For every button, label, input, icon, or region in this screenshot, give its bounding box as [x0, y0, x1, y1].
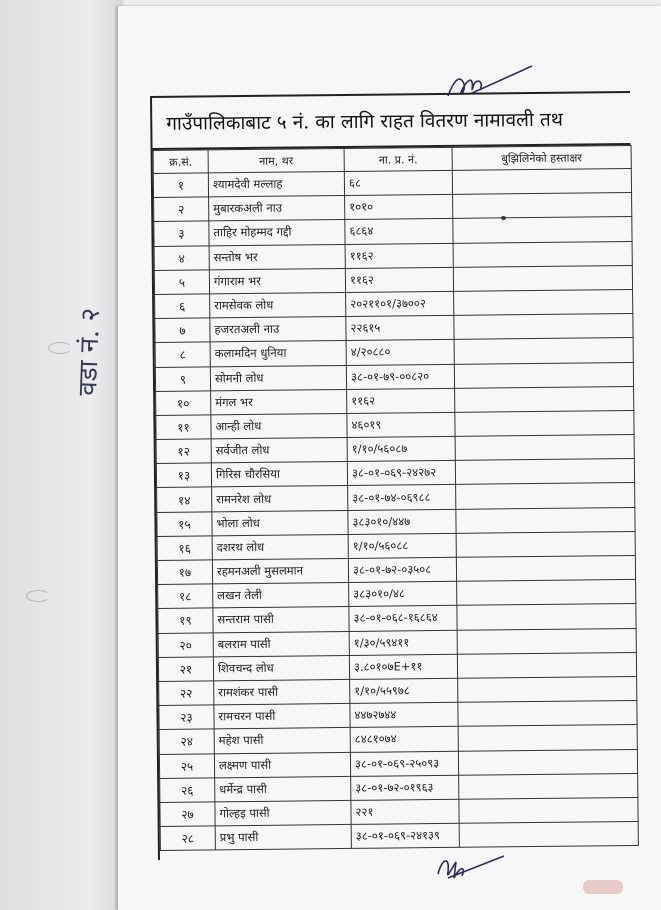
cell-sign: [459, 797, 638, 823]
cell-sign: [452, 168, 631, 194]
cell-sign: [453, 265, 632, 291]
cell-sn: ६: [155, 294, 210, 319]
name-list-table: [153, 145, 639, 851]
cell-sn: १८: [158, 584, 213, 609]
cell-sn: १५: [157, 512, 212, 537]
cell-name: शिवचन्द लोध: [213, 655, 349, 681]
cell-name: रामशंकर पासी: [214, 679, 350, 705]
cell-sign: [457, 652, 636, 678]
cell-name: सर्वजीत लोध: [211, 438, 347, 464]
header-name: नाम, थर: [208, 148, 344, 172]
cell-name: बलराम पासी: [213, 631, 349, 657]
cell-id: ८४८१०७४: [350, 727, 458, 752]
cell-sign: [458, 701, 637, 727]
cell-sign: [454, 338, 633, 364]
cell-sn: २८: [160, 826, 215, 851]
table-title: गाउँपालिकाबाट ५ नं. का लागि राहत वितरण नामावली तथ: [152, 93, 631, 150]
cell-id: २२६१५: [346, 315, 454, 340]
background-page: [0, 0, 130, 910]
cell-id: ३८-०१-७२-०३५०८: [348, 557, 456, 582]
cell-name: आन्ही लोध: [211, 413, 347, 439]
cell-sign: [454, 314, 633, 340]
cell-sn: ३: [154, 221, 209, 246]
cell-sign: [454, 289, 633, 315]
cell-id: ३.८०१०७E+११: [349, 654, 457, 679]
cell-name: धर्मेन्द्र पासी: [215, 776, 351, 802]
cell-sign: [455, 435, 634, 461]
cell-id: ३८-०१-०६९-२४२७२: [347, 461, 455, 486]
cell-id: १/१०/५६०८७: [347, 436, 455, 461]
cell-id: ३८-०१-७२-०१९६३: [351, 775, 459, 800]
cell-sign: [455, 410, 634, 436]
cell-sign: [455, 459, 634, 485]
cell-sign: [459, 821, 638, 847]
cell-sign: [456, 531, 635, 557]
cell-sn: १९: [158, 608, 213, 633]
cell-name: मुबारकअली नाउ: [209, 196, 345, 222]
cell-sign: [454, 362, 633, 388]
cell-id: ४४७२७४४: [350, 702, 458, 727]
cell-id: ११६२: [345, 267, 453, 292]
cell-name: श्यामदेवी मल्लाह: [208, 171, 344, 197]
cell-name: सन्तोष भर: [209, 244, 345, 270]
cell-sign: [459, 773, 638, 799]
cell-sn: १२: [156, 439, 211, 464]
cell-sign: [455, 386, 634, 412]
cell-sign: [453, 241, 632, 267]
cell-sn: २: [154, 197, 209, 222]
cell-sn: ११: [156, 415, 211, 440]
cell-name: रामसेवक लोध: [210, 292, 346, 318]
cell-name: भोला लोध: [212, 510, 348, 536]
cell-name: गोल्हइ पासी: [215, 800, 351, 826]
cell-sn: १४: [157, 487, 212, 512]
cell-sn: २७: [160, 802, 215, 827]
cell-name: सन्तराम पासी: [213, 607, 349, 633]
cell-id: १०१०: [345, 195, 453, 220]
cell-name: महेश पासी: [214, 728, 350, 754]
side-note: वडा नं. २: [72, 307, 107, 397]
cell-id: १/१०/५५९७८: [350, 678, 458, 703]
cell-id: ३८-०१-०६९-२५०९३: [350, 751, 458, 776]
cell-sn: २६: [160, 778, 215, 803]
cell-id: ४/२०८८०: [346, 340, 454, 365]
cell-id: ४६०१९: [347, 412, 455, 437]
cell-name: प्रभु पासी: [215, 824, 351, 850]
cell-sn: २२: [159, 681, 214, 706]
cell-name: हजरतअली नाउ: [210, 317, 346, 343]
cell-name: गिरिस चौरसिया: [211, 462, 347, 488]
punch-hole: [48, 342, 72, 354]
cell-sign: [456, 507, 635, 533]
cell-name: सोमनी लोध: [210, 365, 346, 391]
cell-sn: १६: [157, 536, 212, 561]
cell-sign: [457, 628, 636, 654]
cell-name: ताहिर मोहम्मद गद्दी: [209, 220, 345, 246]
cell-sign: [453, 193, 632, 219]
cell-name: लखन तेली: [213, 583, 349, 609]
ink-dot: [501, 216, 506, 220]
cell-sn: १७: [157, 560, 212, 585]
cell-name: कलामदिन धुनिया: [210, 341, 346, 367]
cell-id: ३८३०१०/४४७: [348, 509, 456, 534]
cell-id: ३८-०१-७४-०६९८८: [348, 485, 456, 510]
cell-sign: [458, 725, 637, 751]
distribution-table: [150, 91, 638, 860]
cell-sign: [456, 483, 635, 509]
cell-sn: ९: [155, 366, 210, 391]
cell-sn: १०: [156, 391, 211, 416]
cell-sign: [457, 580, 636, 606]
cell-sn: २५: [159, 753, 214, 778]
cell-id: ११६२: [347, 388, 455, 413]
cell-id: ६८६४: [345, 219, 453, 244]
cell-sign: [456, 555, 635, 581]
cell-id: ३८-०१-०६८-१६८६४: [349, 606, 457, 631]
cell-sn: २०: [158, 632, 213, 657]
cell-name: मंगल भर: [211, 389, 347, 415]
cell-name: रामचरन पासी: [214, 704, 350, 730]
cell-sn: २४: [159, 729, 214, 754]
cell-sn: ७: [155, 318, 210, 343]
cell-id: ११६२: [345, 243, 453, 268]
cell-name: रामनरेश लोध: [212, 486, 348, 512]
cell-sign: [457, 604, 636, 630]
cell-sn: २१: [158, 657, 213, 682]
cell-sign: [458, 749, 637, 775]
table-row: [160, 821, 638, 850]
cell-sn: ४: [154, 245, 209, 270]
cell-id: १/३०/५९४११: [349, 630, 457, 655]
cell-sn: २३: [159, 705, 214, 730]
cell-sn: १३: [156, 463, 211, 488]
header-sn: क्र.सं.: [153, 150, 208, 174]
cell-id: ३८३०१०/४८: [349, 582, 457, 607]
cell-id: २२१: [351, 799, 459, 824]
cell-id: २०२११०१/३७००२: [346, 291, 454, 316]
cell-id: ३८-०१-७९-००८२०: [346, 364, 454, 389]
cell-sn: ८: [155, 342, 210, 367]
header-sign: बुझिलिनेको हस्ताक्षर: [452, 145, 631, 170]
cell-id: ३८-०१-०६९-२४१३९: [351, 823, 459, 848]
punch-hole: [26, 590, 50, 602]
cell-sign: [453, 217, 632, 243]
cell-name: लक्ष्मण पासी: [214, 752, 350, 778]
cell-sign: [458, 676, 637, 702]
cell-name: रहमनअली मुसलमान: [212, 558, 348, 584]
cell-sn: १: [153, 173, 208, 198]
stain-mark: [583, 880, 623, 894]
cell-id: ६८: [344, 170, 452, 195]
cell-name: दशरथ लोध: [212, 534, 348, 560]
cell-sn: ५: [154, 270, 209, 295]
cell-name: गंगाराम भर: [209, 268, 345, 294]
cell-id: १/१०/५६०८८: [348, 533, 456, 558]
header-id: ना. प्र. नं.: [344, 147, 452, 171]
